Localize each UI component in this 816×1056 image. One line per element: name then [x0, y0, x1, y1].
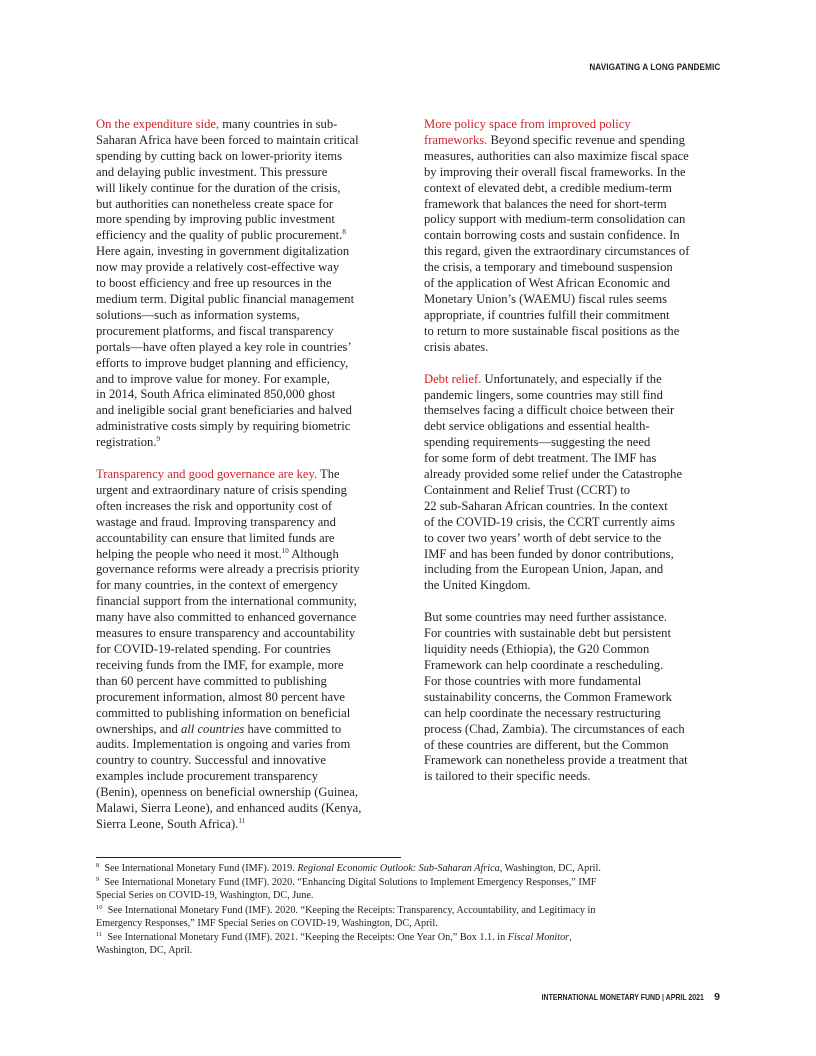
text-line: spending requirements—suggesting the need — [424, 435, 651, 450]
text-line: Framework can nonetheless provide a treatment that — [424, 753, 688, 768]
page-number: 9 — [714, 991, 720, 1003]
paragraph-expenditure — [96, 117, 396, 451]
text-line: contain borrowing costs and sustain confidence. In — [424, 228, 680, 243]
footnote-9: $^9$ See International Monetary Fund (IMF). 2020. “Enhancing Digital Solutions to Implement Emergency Responses,” IMF Special Series on COVID-19, Washington, DC, June. — [96, 876, 597, 902]
footnote-ref: 11 — [238, 816, 246, 825]
text-line: by improving their overall fiscal frameworks. In the — [424, 164, 686, 179]
paragraph-lead: Debt relief. — [424, 371, 482, 386]
text-line: context of elevated debt, a credible medium-term — [424, 180, 672, 195]
right-column — [424, 117, 724, 801]
text-line: measures, authorities can also maximize fiscal space — [424, 148, 689, 163]
text-line: Containment and Relief Trust (CCRT) to — [424, 482, 630, 497]
text-line: efforts to improve budget planning and efficiency, — [96, 355, 349, 370]
paragraph-debt-relief — [424, 372, 724, 595]
text-line: Malawi, Sierra Leone), and enhanced audits (Kenya, — [96, 801, 362, 816]
text-line: including from the European Union, Japan, and — [424, 562, 664, 577]
text-line: of these countries are different, but the Common — [424, 737, 669, 752]
text-line: this regard, given the extraordinary circumstances of — [424, 244, 690, 259]
text-line: debt service obligations and essential health- — [424, 419, 650, 434]
paragraph-lead: On the expenditure side, — [96, 117, 220, 131]
footnote-ref: 10 — [281, 546, 289, 555]
text-line: (Benin), openness on beneficial ownership (Guinea, — [96, 785, 358, 800]
text-line: portals—have often played a key role in countries’ — [96, 339, 352, 354]
paragraph-policy-space — [424, 117, 724, 356]
text-line: Saharan Africa have been forced to maintain critical — [96, 132, 359, 147]
text-line: measures to ensure transparency and accountability — [96, 626, 356, 641]
text-line: spending by cutting back on lower-priority items — [96, 148, 342, 163]
text-line: Transparency and good governance are key. The — [96, 467, 340, 482]
text-line: often increases the risk and opportunity cost of — [96, 498, 333, 513]
text-line: On the expenditure side, many countries in sub- — [96, 117, 338, 131]
text-line: framework that balances the need for short-term — [424, 196, 667, 211]
text-line: registration.$^9$ — [96, 435, 161, 450]
text-line: But some countries may need further assistance. — [424, 610, 668, 625]
text-line: medium term. Digital public financial management — [96, 291, 355, 306]
text-line: for many countries, in the context of emergency — [96, 578, 338, 593]
footnote-number: 10 — [96, 903, 103, 911]
text-line: solutions—such as information systems, — [96, 307, 300, 322]
text-line: audits. Implementation is ongoing and varies from — [96, 737, 351, 752]
text-line: is tailored to their specific needs. — [424, 769, 591, 784]
text-line: of the COVID-19 crisis, the CCRT currently aims — [424, 514, 675, 529]
text-line: and delaying public investment. This pressure — [96, 164, 328, 179]
text-line: efficiency and the quality of public procurement.$^8$ — [96, 228, 346, 243]
text-line: process (Chad, Zambia). The circumstances of each — [424, 721, 685, 736]
text-line: and to improve value for money. For example, — [96, 371, 330, 386]
text-line: to cover two years’ worth of debt service to the — [424, 530, 662, 545]
text-line: than 60 percent have committed to publishing — [96, 673, 327, 688]
text-line: committed to publishing information on beneficial — [96, 705, 351, 720]
paragraph-lead: frameworks. — [424, 132, 488, 147]
paragraph-lead: More policy space from improved policy — [424, 117, 631, 131]
text-line: ownerships, and all countries have committed to — [96, 721, 342, 736]
text-line: liquidity needs (Ethiopia), the G20 Common — [424, 642, 650, 657]
text-line: now may provide a relatively cost-effective way — [96, 260, 340, 275]
left-column — [96, 117, 396, 849]
emphasis: all countries — [181, 721, 245, 736]
text-line: to boost efficiency and free up resources in the — [96, 276, 332, 291]
text-line: already provided some relief under the Catastrophe — [424, 467, 683, 482]
text-line: pandemic lingers, some countries may still find — [424, 387, 663, 402]
text-line: more spending by improving public investment — [96, 212, 335, 227]
text-line: but authorities can nonetheless create space for — [96, 196, 334, 211]
text-line: the crisis, a temporary and timebound suspension — [424, 260, 673, 275]
text-line: 22 sub-Saharan African countries. In the context — [424, 498, 668, 513]
footnote-ref: 9 — [156, 435, 161, 444]
text-line: will likely continue for the duration of the crisis, — [96, 180, 341, 195]
footnote-number: 9 — [96, 876, 100, 884]
text-line: IMF and has been funded by donor contributions, — [424, 546, 674, 561]
text-line: Monetary Union’s (WAEMU) fiscal rules seems — [424, 291, 668, 306]
text-line: to return to more sustainable fiscal positions as the — [424, 323, 680, 338]
text-line: examples include procurement transparency — [96, 769, 319, 784]
text-line: and ineligible social grant beneficiaries and halved — [96, 403, 352, 418]
text-line: policy support with medium-term consolidation can — [424, 212, 686, 227]
text-line: country to country. Successful and innovative — [96, 753, 327, 768]
text-line: Sierra Leone, South Africa).$^{11}$ — [96, 816, 246, 831]
text-line: for some form of debt treatment. The IMF has — [424, 451, 657, 466]
publication-info: INTERNATIONAL MONETARY FUND | APRIL 2021 — [541, 992, 705, 1002]
text-line: for COVID-19-related spending. For countries — [96, 642, 331, 656]
footnotes — [96, 862, 696, 958]
text-line: governance reforms were already a precrisis priority — [96, 562, 360, 577]
text-line: urgent and extraordinary nature of crisis spending — [96, 482, 347, 497]
text-line: in 2014, South Africa eliminated 850,000 ghost — [96, 387, 336, 402]
text-line: financial support from the international community, — [96, 594, 357, 609]
text-line: can help coordinate the necessary restructuring — [424, 705, 661, 720]
text-line: Here again, investing in government digitalization — [96, 244, 350, 259]
text-line: receiving funds from the IMF, for example, more — [96, 657, 344, 672]
paragraph-lead: Transparency and good governance are key. — [96, 467, 318, 482]
text-line: helping the people who need it most.$^{10}$ Although — [96, 546, 339, 561]
text-line: procurement platforms, and fiscal transparency — [96, 323, 334, 338]
text-line: accountability can ensure that limited funds are — [96, 530, 335, 545]
text-line: Framework can help coordinate a rescheduling. — [424, 658, 664, 672]
running-head: NAVIGATING A LONG PANDEMIC — [589, 62, 720, 73]
text-line: sustainability concerns, the Common Framework — [424, 689, 672, 704]
paragraph-transparency — [96, 467, 396, 833]
footnote-11: $^{11}$ See International Monetary Fund (IMF). 2021. “Keeping the Receipts: One Year On,” Box 1.1. in Fiscal Monitor, Washington, DC, April. — [96, 931, 572, 957]
text-line: For countries with sustainable debt but persistent — [424, 626, 671, 641]
text-line: themselves facing a difficult choice between their — [424, 403, 675, 418]
text-line: of the application of West African Economic and — [424, 276, 671, 291]
text-line: frameworks. Beyond specific revenue and spending — [424, 132, 685, 147]
text-line: wastage and fraud. Improving transparency and — [96, 514, 336, 529]
text-line: For those countries with more fundamental — [424, 673, 642, 688]
footnote-8: $^8$ See International Monetary Fund (IMF). 2019. Regional Economic Outlook: Sub-Saharan Africa, Washington, DC, April. — [96, 862, 601, 874]
text-line: crisis abates. — [424, 339, 489, 354]
footnote-ref: 8 — [342, 228, 346, 237]
footnote-number: 8 — [96, 862, 100, 869]
text-line: appropriate, if countries fulfill their commitment — [424, 307, 670, 322]
text-line: procurement information, almost 80 percent have — [96, 689, 345, 704]
text-line: administrative costs simply by requiring biometric — [96, 419, 351, 434]
text-line: Debt relief. Unfortunately, and especially if the — [424, 371, 662, 386]
text-line: many have also committed to enhanced governance — [96, 610, 357, 625]
page-footer — [506, 991, 720, 1003]
footnote-number: 11 — [96, 931, 103, 939]
footnote-10: $^{10}$ See International Monetary Fund (IMF). 2020. “Keeping the Receipts: Transparency, Accountability, and Legitimacy in Emergency Responses,” IMF Special Series on COVID-19, Washington, DC, April. — [96, 903, 596, 929]
paragraph-further-assistance — [424, 610, 724, 785]
text-line: the United Kingdom. — [424, 578, 531, 593]
footnote-divider — [96, 857, 401, 858]
